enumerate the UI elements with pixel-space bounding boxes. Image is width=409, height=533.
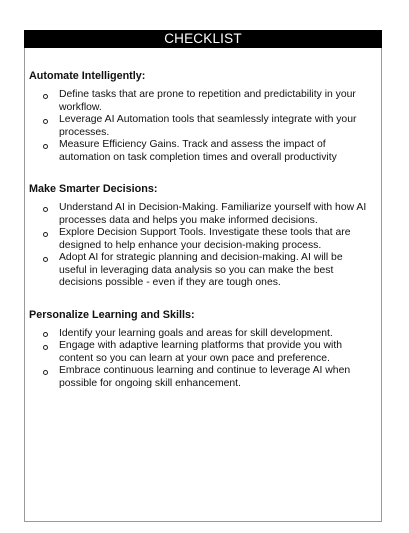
hollow-bullet-icon <box>43 144 48 149</box>
list-item-text: Leverage AI Automation tools that seamlessly integrate with your processes. <box>59 114 357 138</box>
list-item <box>29 89 375 114</box>
bullet-list <box>29 202 375 290</box>
hollow-bullet-icon <box>43 207 48 212</box>
list-item-text: Identify your learning goals and areas for skill development. <box>59 327 333 339</box>
list-item <box>29 340 375 365</box>
hollow-bullet-icon <box>43 345 48 350</box>
section-personalize-learning <box>29 308 375 391</box>
list-item <box>29 328 375 341</box>
bullet-list <box>29 89 375 164</box>
list-item-text: Engage with adaptive learning platforms that provide you with content so you can learn at your own pace and preference. <box>59 340 343 364</box>
bullet-list <box>29 328 375 391</box>
list-item-text: Measure Efficiency Gains. Track and assess the impact of automation on task completion times and overall productivity <box>59 139 337 163</box>
section-make-smarter-decisions <box>29 182 375 290</box>
section-heading: Make Smarter Decisions: <box>29 183 158 195</box>
checklist-page <box>24 30 382 522</box>
list-item <box>29 139 375 164</box>
hollow-bullet-icon <box>43 332 48 337</box>
checklist-content <box>29 69 375 390</box>
section-heading: Automate Intelligently: <box>29 70 146 82</box>
list-item <box>29 365 375 390</box>
list-item-text: Understand AI in Decision-Making. Familiarize yourself with how AI processes data and helps you make informed decisions. <box>59 202 367 226</box>
hollow-bullet-icon <box>43 370 48 375</box>
list-item-text: Define tasks that are prone to repetition and predictability in your workflow. <box>59 89 356 113</box>
hollow-bullet-icon <box>43 119 48 124</box>
hollow-bullet-icon <box>43 232 48 237</box>
hollow-bullet-icon <box>43 94 48 99</box>
list-item <box>29 252 375 290</box>
list-item <box>29 202 375 227</box>
list-item-text: Adopt AI for strategic planning and decision-making. AI will be useful in leveraging data analysis so you can make the best decisions possible - even if they are tough ones. <box>59 252 343 288</box>
list-item <box>29 114 375 139</box>
list-item-text: Explore Decision Support Tools. Investigate these tools that are designed to help enhance your decision-making process. <box>59 227 351 251</box>
list-item <box>29 227 375 252</box>
checklist-title: CHECKLIST <box>24 30 382 48</box>
section-heading: Personalize Learning and Skills: <box>29 308 195 321</box>
list-item-text: Embrace continuous learning and continue to leverage AI when possible for ongoing skill enhancement. <box>59 365 351 389</box>
hollow-bullet-icon <box>43 257 48 262</box>
section-automate-intelligently <box>29 69 375 164</box>
